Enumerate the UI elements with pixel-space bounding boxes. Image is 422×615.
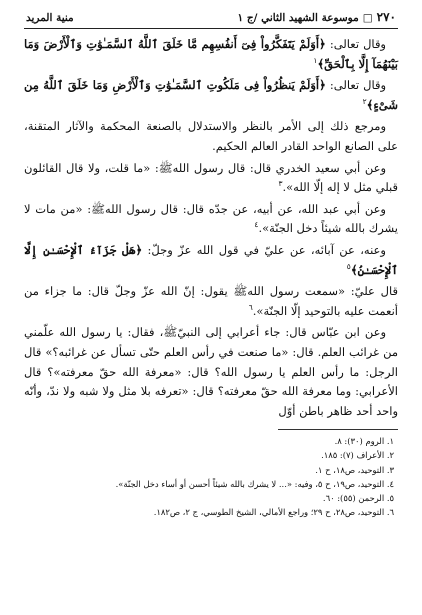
footnote-2: ٢. الأعراف (٧): ١٨٥. [321, 450, 394, 461]
footnote-divider [278, 429, 398, 430]
footnote-ref: ٢ [362, 96, 367, 106]
paragraph-5 [24, 200, 398, 239]
footnote-ref: ٦ [248, 302, 253, 312]
footnotes [24, 434, 398, 519]
paragraph-2 [24, 76, 398, 115]
paragraph-text: وعنه، عن آبائه، عن عليّ في قول الله عزّ وجلّ: [142, 242, 386, 257]
footnote-ref: ٥ [346, 261, 351, 271]
paragraph-3 [24, 117, 398, 156]
header-separator: □ [362, 12, 373, 24]
footnote-5: ٥. الرحمن (٥٥): ٦٠. [322, 493, 394, 504]
running-header [24, 10, 398, 29]
footnote-4: ٤. التوحيد، ص١٩، ح ٥، وفيه: «... لا يشرك بالله شيئاً أحسن أو أساء دخل الجنّة». [115, 478, 394, 489]
paragraph-text: وعن أبي عبد الله، عن أبيه، عن جدّه قال: قال رسول اللهﷺ: «من مات لا يشرك بالله شيئاً دخل الجنّة». [24, 201, 398, 236]
footnote-6: ٦. التوحيد، ص٢٨، ح ٢٩؛ وراجع الأمالي، الشيخ الطوسي، ج ٢، ص١٨٢. [153, 507, 394, 518]
paragraph-8 [24, 323, 398, 421]
paragraph-text: قال عليّ: «سمعت رسول اللهﷺ يقول: إنّ الله عزّ وجلّ قال: ما جزاء من أنعمت عليه بالتوحيد إلّا الجنّة». [24, 284, 398, 318]
paragraph-text: ومرجع ذلك إلى الأمر بالنظر والاستدلال بالصنعة المحكمة والآثار المتقنة، على الصانع الواحد القادر العالم الحكيم. [24, 119, 398, 153]
quran-verse: ﴿أَوَلَمْ يَتَفَكَّرُواْ فِىٓ أَنفُسِهِم مَّا خَلَقَ ٱللَّهُ ٱلسَّمَـٰوَٰتِ وَٱلْأَرْضَ وَمَا بَيْنَهُمَآ إِلَّا بِٱلْحَقِّ﴾ [24, 37, 398, 71]
footnote-ref: ١ [313, 55, 318, 65]
paragraph-4 [24, 159, 398, 198]
footnote-ref: ٣ [278, 179, 283, 189]
quran-verse: ﴿هَلْ جَزَآءُ ٱلْإِحْسَـٰنِ إِلَّا ٱلْإِحْسَـٰنُ﴾ [24, 242, 398, 277]
footnote-1: ١. الروم (٣٠): ٨. [334, 436, 394, 447]
paragraph-1 [24, 35, 398, 74]
paragraph-text: وقال تعالى: [325, 37, 386, 51]
paragraph-text: وعن أبي سعيد الخدري قال: قال رسول اللهﷺ: «ما قلت، ولا قال القائلون قبلي مثل لا إله إلّا الله». [24, 160, 398, 195]
header-right-group [238, 10, 396, 24]
main-text [24, 35, 398, 421]
page-number: ٢٧٠ [376, 10, 396, 24]
paragraph-text: وعن ابن عبّاس قال: جاء أعرابي إلى النبيّﷺ، فقال: يا رسول الله علّمني من غرائب العلم. قال: «ما صنعت في رأس العلم حتّى تسأل عن غرائبه؟» قال الرجل: ما رأس العلم يا رسول الله؟ قال: «معرفة الله حقّ معرفته»؟ قال الأعرابي: وما معرفة الله حقّ معرفته؟ قال: «تعرفه بلا مثل ولا شبه ولا ندّ، وأنّه واحد أحد ظاهر باطن أوّل [24, 325, 398, 418]
footnote-ref: ٤ [254, 220, 259, 230]
paragraph-6 [24, 241, 398, 280]
paragraph-text: وقال تعالى: [325, 78, 387, 93]
quran-verse: ﴿أَوَلَمْ يَنظُرُواْ فِى مَلَكُوتِ ٱلسَّمَـٰوَٰتِ وَٱلْأَرْضِ وَمَا خَلَقَ ٱللَّهُ مِن شَىْءٍ﴾ [24, 78, 398, 112]
book-title: موسوعة الشهيد الثاني /ج ١ [237, 12, 359, 24]
paragraph-7 [24, 282, 398, 321]
footnote-3: ٣. التوحيد، ص١٨، ح ١. [315, 464, 394, 475]
chapter-title: منية المريد [26, 12, 74, 24]
